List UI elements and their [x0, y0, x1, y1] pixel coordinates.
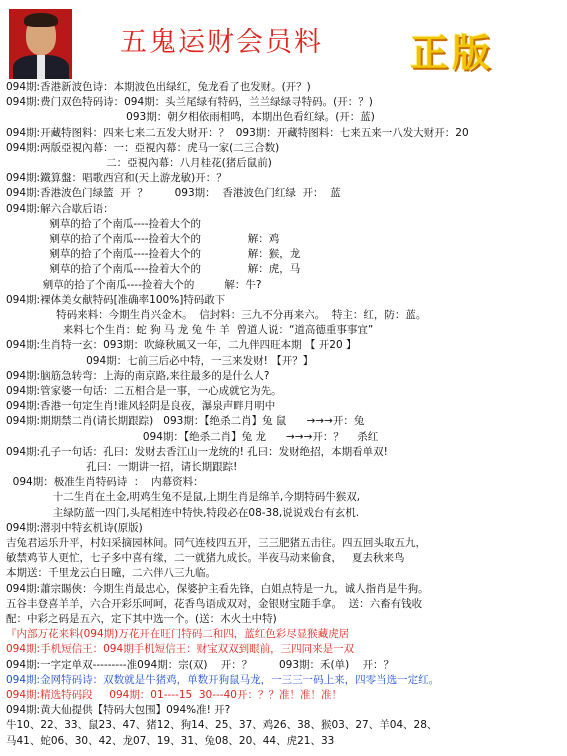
- content-line: 二：亞視內幕：八月桂花(猪后鼠前): [6, 157, 272, 169]
- content-line: 094期:孔子一句话：孔曰：发财去香江山一龙统的! 孔曰：发财绝招，本期看单双!: [6, 445, 388, 458]
- page-title: 五鬼运财会员料: [120, 27, 323, 58]
- content-line: 剜草的拾了个南瓜----捡着大个的 解：猴，龙: [6, 248, 301, 261]
- content-line: 094期:期期禁二肖(请长期跟踪) 093期：【绝杀二肖】兔 鼠 →→→开：兔: [6, 415, 365, 428]
- content-line: 来料七个生肖：蛇 狗 马 龙 兔 牛 羊 曾道人说：“道高德重事事宜”: [6, 324, 374, 337]
- content-line: 094期:管家婆一句话：二五相合是一事，一心成就它为先。: [6, 385, 282, 397]
- content-line: 094期:手机短信王：094期手机短信王：财宝双双到眼前，三四同来是一双: [6, 643, 355, 656]
- content-line: 094期:解六合歇后语：: [6, 202, 114, 215]
- content-line: 093期：朝夕相依雨相鸣，本期出色看红绿。(开：蓝): [6, 111, 375, 124]
- content-line: 敏禁鸡节人更忙，七子多中喜有缘，二一就猪九成长。半夜马动来偷食， 夏去秋来鸟: [6, 552, 405, 565]
- content-line: 094期:蕭宗賜俠：今期生肖最忠心，保婆护主看先锋，白姐点特是一九，诚人指肖是牛狗。: [6, 582, 429, 595]
- content-line: 094期:黄大仙提供【特码大包围】094%准! 开?: [6, 704, 231, 717]
- content-line: 094期:香港波色门绿篮 开 ？ 093期： 香港波色门红绿 开： 蓝: [6, 187, 341, 200]
- content-line: 094期:潜羽中特玄机诗(原版): [6, 521, 143, 534]
- content-line: 马41、蛇06、30、42、龙07、19、31、兔08、20、44、虎21、33: [6, 734, 335, 747]
- content-line: 094期:金网特码诗：双数就是牛猪鸡，单数开狗鼠马龙，一三三一码上来，四零当选一定红。: [6, 673, 440, 686]
- content-line: 剜草的拾了个南瓜----捡着大个的 解：虎，马: [6, 263, 301, 276]
- content-line: 主绿防蓝一四门,头尾相连中特快,特段必在08-38,说说戏台有玄机.: [6, 506, 360, 519]
- content-line: 094期:香港新波色诗：本期波色出绿红，兔龙看了也发财。(开？): [6, 81, 311, 93]
- presenter-photo: [9, 9, 72, 79]
- content-line: 094期:两版亞視內幕：一：亞視內幕：虎马一家(二三合数): [6, 141, 280, 154]
- content-line: 配：中彩之码是五六，定下其中选一个。(送：木火土中特): [6, 613, 277, 625]
- content-line: 094期:一字定单双---------准094期：宗(双) 开：？ 093期：禾(单) 开：？: [6, 658, 395, 671]
- content-line: 五谷丰登喜羊羊，六合开彩乐呵呵，花香鸟语成双对，金银财宝随手拿。 送：六畜有钱收: [6, 597, 423, 610]
- content-line: 094期:脑筋急转弯：上海的南京路,来往最多的是什么人?: [6, 369, 270, 382]
- content-line: 本期送：千里龙云白日曈，二六伴八三九临。: [6, 567, 216, 580]
- content-line: 094期:香港一句定生肖!谁风轻阴是良夜，瀑泉声畔月明中: [6, 400, 276, 413]
- content-line: 094期:裸体美女献特码[准确率100%]特码敢下: [6, 293, 226, 306]
- content-line: 『内部万花来料(094期)万花开在旺门特码二和四，蓝红色彩尽显猴藏虎居: [6, 628, 350, 641]
- authentic-badge: 正版: [410, 31, 495, 75]
- content-line: 094期:生肖特一玄：093期：吹綠秋風又一年，二九伴四旺本期 【 开20 】: [6, 339, 357, 352]
- content-line: 094期:开藏特图料：四来七来二五发大财开：？ 093期：开藏特图料：七来五来一八发大财开：20: [6, 126, 469, 139]
- content-line: 牛10、22、33、鼠23、47、猪12、狗14、25、37、鸡26、38、猴03、27、羊04、28、: [6, 719, 438, 732]
- content-line: 剜草的拾了个南瓜----捡着大个的 解：牛?: [6, 278, 262, 291]
- content-line: 094期:费门双色特码诗：094期：头兰尾绿有特码，兰兰绿绿寻特码。(开：？): [6, 96, 373, 109]
- content-line: 孔曰：一期讲一招，请长期跟踪!: [6, 461, 238, 473]
- content-line: 剜草的拾了个南瓜----捡着大个的: [6, 217, 202, 230]
- content-line: 吉兔君运乐升平，村妇采摘园林间。同气连枝四五开，三三肥猪五击往。四五回头取五九，: [6, 537, 426, 549]
- content-line: 剜草的拾了个南瓜----捡着大个的 解：鸡: [6, 233, 280, 245]
- content-line: 094期:精选特码段 094期：01----15 30---40开：？？准！准！准！: [6, 689, 342, 701]
- content-line: 特码来料：今期生肖兴金木。 信封料：三九不分再来六。 特主：红，防：蓝。: [6, 309, 427, 321]
- content-line: 094期：【绝杀二肖】兔 龙 →→→开：？ 杀红: [6, 430, 379, 443]
- content-line: 十二生肖在土金,明鸡生兔不是鼠,上期生肖是绵羊,今期特码牛猴双,: [6, 491, 361, 504]
- content-line: 094期：极准生肖特码诗 ： 内幕资料：: [6, 476, 204, 489]
- content-line: 094期：七前三后必中特，一三来发财! 【开？】: [6, 354, 314, 367]
- content-line: 094期:鐵算盤：唱歌西宫和(天上游龙敏)开：？: [6, 172, 227, 185]
